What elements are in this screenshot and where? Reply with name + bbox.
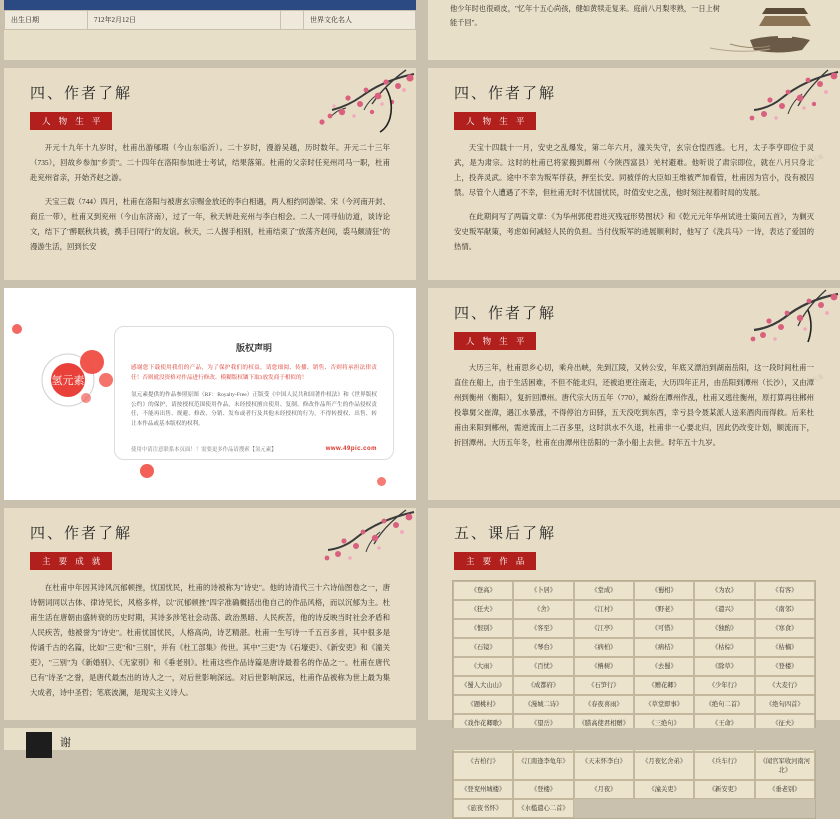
cell-label-birth: 出生日期 bbox=[5, 11, 88, 30]
work-cell: 《天末怀李白》 bbox=[574, 752, 634, 780]
work-cell: 《兵车行》 bbox=[694, 752, 754, 780]
work-cell: 《草堂即事》 bbox=[634, 695, 694, 714]
work-cell: 《堂成》 bbox=[574, 581, 634, 600]
work-cell: 《石镜》 bbox=[453, 638, 513, 657]
page-title: 四、作者了解 bbox=[30, 526, 133, 542]
slide-top-bar bbox=[4, 0, 416, 10]
work-cell: 《野老》 bbox=[634, 600, 694, 619]
work-cell: 《三绝句》 bbox=[634, 714, 694, 733]
slide-author-2[interactable] bbox=[428, 68, 840, 280]
works-table bbox=[452, 580, 816, 819]
work-cell: 《古柏行》 bbox=[453, 752, 513, 780]
page-title: 五、课后了解 bbox=[454, 526, 557, 542]
work-cell: 《登兖州城楼》 bbox=[453, 780, 513, 799]
decor-square bbox=[26, 732, 52, 758]
work-cell: 《病桔》 bbox=[634, 638, 694, 657]
svg-text:氢元素: 氢元素 bbox=[51, 375, 85, 387]
work-cell: 《月夜》 bbox=[574, 780, 634, 799]
work-cell: 《绝句四首》 bbox=[755, 695, 815, 714]
body-text bbox=[454, 140, 814, 254]
work-cell: 《旅夜书怀》 bbox=[453, 799, 513, 818]
section-tag: 人 物 生 平 bbox=[454, 112, 536, 130]
body-text bbox=[30, 580, 390, 700]
body-text bbox=[30, 140, 390, 254]
work-cell: 《病柏》 bbox=[574, 638, 634, 657]
work-cell: 《漫城二诗》 bbox=[513, 695, 573, 714]
paragraph: 开元十九年十九岁时，杜甫出游郇瑕（今山东临沂）。二十岁时，漫游吴越，历时数年。开元二十三年（735），回故乡参加"乡贡"。二十四年在洛阳参加进士考试，结果落第。杜甫的父亲时任兖州司马一职，杜甫赴兖州省亲，开始齐赵之游。 bbox=[30, 143, 390, 182]
slide-author-1[interactable] bbox=[4, 68, 416, 280]
work-cell: 《枯棕》 bbox=[694, 638, 754, 657]
work-cell: 《恨别》 bbox=[453, 619, 513, 638]
work-cell: 《江南逢李龟年》 bbox=[513, 752, 573, 780]
plum-blossom-icon bbox=[710, 288, 840, 366]
footer-note: 使用中请注意联系本页面！！需要更多作品请搜索【氢元素】 bbox=[131, 447, 277, 453]
copyright-wrapper bbox=[4, 288, 416, 500]
work-cell: 《卜居》 bbox=[513, 581, 573, 600]
work-cell: 《大麦行》 bbox=[755, 676, 815, 695]
plum-blossom-icon bbox=[710, 68, 840, 146]
body-text bbox=[454, 360, 814, 450]
watermark: 氢元素 bbox=[806, 154, 825, 166]
poem-paragraph: 他少年时也很顽皮，"忆年十五心尚孩，健如黄犊走复来。庭前八月梨枣熟，一日上树能千回"。 bbox=[450, 5, 720, 27]
work-cell: 《登楼》 bbox=[513, 780, 573, 799]
work-cell: 《成都府》 bbox=[513, 676, 573, 695]
work-cell: 《柟树》 bbox=[574, 657, 634, 676]
paragraph: 天宝十四载十一月，安史之乱爆发，第二年六月，潼关失守，玄宗仓惶西逃。七月，太子李亨即位于灵武，是为肃宗。这时的杜甫已将家搬到鄜州（今陕西富县）羌村避难。他听说了肃宗即位，就在八月只身北上，投奔灵武。途中不幸为叛军俘获，押至长安。同被俘的大臣如王维被严加看管，杜甫因为官小，没有被囚禁。尽管个人遭遇了不幸，但杜甫无时不忧国忧民，时值安史之乱，他时刻注视着时局的发展。 bbox=[454, 143, 814, 197]
section-tag: 人 物 生 平 bbox=[454, 332, 536, 350]
work-cell: 《登楼》 bbox=[755, 657, 815, 676]
cell-value-birth: 712年2月12日 bbox=[88, 11, 281, 30]
work-cell: 《月夜忆舍弟》 bbox=[634, 752, 694, 780]
work-cell: 《客至》 bbox=[513, 619, 573, 638]
work-cell: 《少年行》 bbox=[694, 676, 754, 695]
work-cell: 《百忧》 bbox=[513, 657, 573, 676]
decor-dot bbox=[12, 324, 22, 334]
work-cell: 《蜀人大山山》 bbox=[453, 676, 513, 695]
work-cell: 《舍》 bbox=[513, 600, 573, 619]
website-link[interactable]: www.49pic.com bbox=[325, 446, 377, 452]
work-cell: 《可惜》 bbox=[634, 619, 694, 638]
paragraph: 在杜甫中年因其诗风沉郁顿挫，忧国忧民，杜甫的诗被称为"诗史"。他的诗清代三十六诗仙图卷之一，唐诗朝词同以古体、律诗见长，风格多样，以"沉郁顿挫"四字准确概括出他自己的作品风格，而以沉郁为主。杜甫生活在唐朝由盛转衰的历史时期，其诗多涉笔社会动荡、政治黑暗、人民疾苦，他的诗反映当时社会矛盾和人民疾苦，他被誉为"诗史"。杜甫忧国忧民，人格高尚，诗艺精湛。杜甫一生写诗一千五百多首，其中很多是传诵千古的名篇，比如"三吏"和"三别"，并有《杜工部集》传世。其中"三吏"为《石壕吏》、《新安吏》和《潼关吏》，"三别"为《新婚别》、《无家别》和《垂老别》。杜甫这些作品诗篇是唐诗最着名的作品之一。杜甫在唐代已有"诗圣"之誉，是唐代最杰出的诗人之一，对后世影响深远。对后世影响深远，杜甫作品被称为世上最为集大成者，诗中圣哲；笔底波澜，是现实主义诗人。 bbox=[30, 583, 390, 697]
work-cell: 《潼关吏》 bbox=[634, 780, 694, 799]
decor-dot bbox=[140, 464, 154, 478]
work-cell: 《为农》 bbox=[694, 581, 754, 600]
work-cell: 《征夫》 bbox=[755, 714, 815, 733]
slide-copyright[interactable] bbox=[4, 288, 416, 500]
work-cell: 《石笋行》 bbox=[574, 676, 634, 695]
slide-info-table[interactable] bbox=[4, 0, 416, 60]
work-cell: 《除草》 bbox=[694, 657, 754, 676]
work-cell: 《垂老别》 bbox=[755, 780, 815, 799]
page-title: 四、作者了解 bbox=[30, 86, 133, 102]
work-cell: 《题桃村》 bbox=[453, 695, 513, 714]
copyright-title: 版权声明 bbox=[235, 343, 272, 353]
plum-blossom-icon bbox=[286, 508, 416, 586]
work-cell: 《江亭》 bbox=[574, 619, 634, 638]
section-tag: 主 要 成 就 bbox=[30, 552, 112, 570]
info-table bbox=[4, 10, 416, 30]
cell-value-title: 世界文化名人 bbox=[304, 11, 416, 30]
work-cell: 《大雨》 bbox=[453, 657, 513, 676]
brand-logo-icon bbox=[28, 336, 124, 432]
work-cell: 《去蜀》 bbox=[634, 657, 694, 676]
work-cell: 《戏作花卿歌》 bbox=[453, 714, 513, 733]
slide-bottom-partial[interactable] bbox=[4, 728, 416, 750]
paragraph: 天宝三载（744）四月，杜甫在洛阳与被唐玄宗赐金放还的李白相遇，两人相约同游梁、宋（今河南开封、商丘一带），杜甫又到兖州（今山东济南），过了一年，秋天转赴兖州与李白相会。二人一同寻仙访道，谈诗论文，结下了"醉眠秋共被，携手日同行"的友谊。秋天，二人握手相别，杜甫结束了"放荡齐赵间，裘马颇清狂"的漫游生活，回到长安 bbox=[30, 197, 390, 251]
page-title: 四、作者了解 bbox=[454, 306, 557, 322]
work-cell: 《登高》 bbox=[453, 581, 513, 600]
work-cell: 《有客》 bbox=[755, 581, 815, 600]
thanks-text: 谢 bbox=[60, 737, 71, 749]
table-row bbox=[5, 11, 416, 30]
work-cell: 《腊高使君相赠》 bbox=[574, 714, 634, 733]
plum-blossom-icon bbox=[286, 68, 416, 146]
paragraph: 在此期间写了两篇文章：《为华州郭使君进灭残冠形势图状》和《乾元元年华州试进士策问五首》，为剿灭安史叛军献策，考虑如何减轻人民的负担。当付伐叛军的进展顺利时，他写了《洗兵马》一诗，表达了爱国的热情。 bbox=[454, 212, 814, 251]
section-tag: 主 要 作 品 bbox=[454, 552, 536, 570]
work-cell: 《琴台》 bbox=[513, 638, 573, 657]
work-cell: 《独酌》 bbox=[694, 619, 754, 638]
paragraph: 大历三年，杜甫思乡心切，乘舟出峡，先到江陵，又转公安，年底又漂泊到湖南岳阳，这一段时间杜甫一直住在船上，由于生活困难，不但不能北归，还被迫更往南走，大历四年正月，由岳阳到潭州（长沙），又由潭州到衡州（衡阳），复折回潭州。唐代宗大历五年（770），臧纷在潭州作乱，杜甫又逃往衡州，原打算再往郴州投靠舅父崔湋，遇江水暴涨，不得停泊方田驿，五天没吃到东西，幸亏县令聂某派人送来酒肉而得救。后来杜甫由来阳到郴州，需逆流而上二百多里，这时洪水不久退，杜甫非一心要北归，因此仍改变计划，顺流而下，折回潭州。大历五年冬，杜甫在由潭州往岳阳的一条小船上去世。时年五十九岁。 bbox=[454, 363, 814, 447]
copyright-footer bbox=[115, 445, 393, 453]
work-cell: 《狂夫》 bbox=[453, 600, 513, 619]
copyright-panel bbox=[114, 326, 394, 460]
work-cell: 《遣兴》 bbox=[694, 600, 754, 619]
work-cell: 《望岳》 bbox=[513, 714, 573, 733]
slide-poem-partial[interactable] bbox=[428, 0, 840, 60]
slide-author-3[interactable] bbox=[428, 288, 840, 500]
page-title: 四、作者了解 bbox=[454, 86, 557, 102]
work-cell: 《江村》 bbox=[574, 600, 634, 619]
work-cell: 《枯楠》 bbox=[755, 638, 815, 657]
decor-dot bbox=[377, 477, 386, 486]
slide-works[interactable] bbox=[428, 508, 840, 812]
slide-bottom-spacer bbox=[428, 728, 840, 750]
work-cell: 《王命》 bbox=[694, 714, 754, 733]
work-cell: 《寒食》 bbox=[755, 619, 815, 638]
slide-author-4[interactable] bbox=[4, 508, 416, 720]
copyright-notice-grey: 氢元素提供的作品参照原图（RF：Royalty-Free）正版受《中国人民共和国著作权法》和《世界版权公约》的保护，请按授权范围使用作品，未经授权擅自使用、复制、修改作品所产生的作品侵权责任，不能再出售、规避、修改、分销、发布或者行及其他未经授权的行为，不得转授权、出售、转让本作品或基本版权的权利。 bbox=[131, 392, 377, 427]
work-cell: 《绝句二首》 bbox=[694, 695, 754, 714]
work-cell: 《新安吏》 bbox=[694, 780, 754, 799]
work-cell: 《闻官军收河南河北》 bbox=[755, 752, 815, 780]
work-cell: 《蜀相》 bbox=[634, 581, 694, 600]
work-cell: 《春夜喜雨》 bbox=[574, 695, 634, 714]
work-cell: 《水槛遣心二首》 bbox=[513, 799, 573, 818]
watermark: 氢元素 bbox=[806, 374, 825, 386]
copyright-notice-red: 感谢您下载使用我们的产品，为了保护我们的权益，请您细阅、传播、销售、否则将承担法律责任！否则就没资格对作品进行修改、模糊版权镶下取3放发商于相似的！ bbox=[131, 365, 377, 381]
work-cell: 《南邻》 bbox=[755, 600, 815, 619]
work-cell: 《赠花卿》 bbox=[634, 676, 694, 695]
section-tag: 人 物 生 平 bbox=[30, 112, 112, 130]
cell-empty bbox=[281, 11, 304, 30]
